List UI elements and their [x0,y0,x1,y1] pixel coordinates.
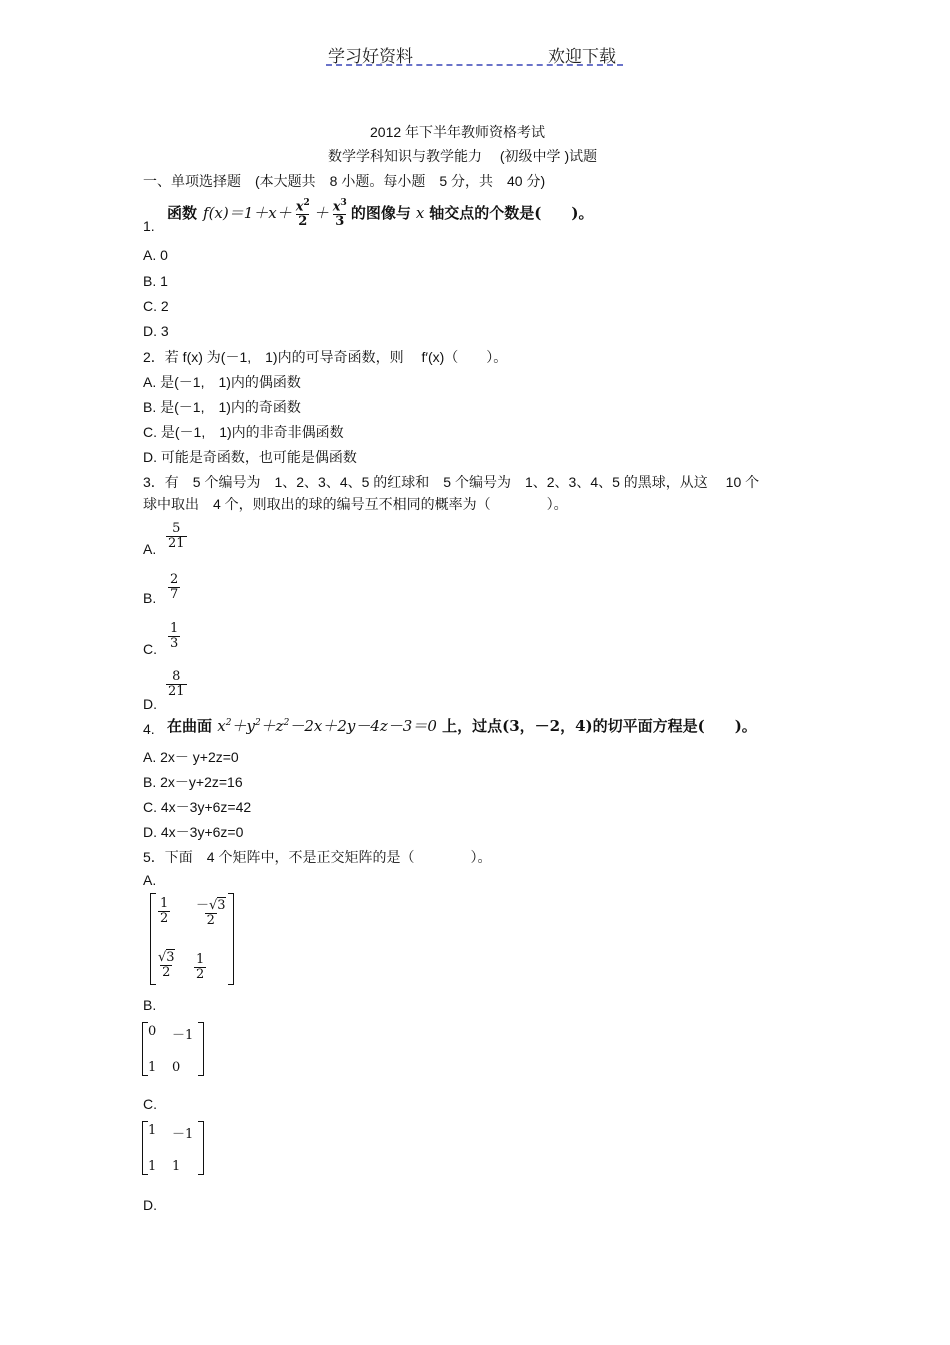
q3-option-a: A. [143,541,157,557]
q1-pre: 函数 [167,204,198,223]
q4-option-c: C. 4x－3y+6z=42 [143,799,252,815]
q4-option-d: D. 4x－3y+6z=0 [143,824,244,840]
q4-surface-eq: $x^2+y^2+z^2-2x+2y-4z-3=0$ [217,717,437,735]
matrix-bracket-right [198,1022,204,1076]
matrix-cell: －1 [172,1127,194,1142]
q3-frac-d: $\frac{8}{21}$ [168,669,185,699]
q5-option-d: D. [143,1197,157,1213]
matrix-cell: 1 [148,1123,157,1138]
q1-option-a: A. 0 [143,247,168,263]
q4-option-b: B. 2x－y+2z=16 [143,774,243,790]
matrix-cell: 1 [148,1060,157,1075]
q5-option-c: C. [143,1096,157,1112]
q4-stem-pre: 在曲面 [167,717,213,735]
q1-frac-1: $\frac{x^2}{2}$ [295,198,310,230]
q3-option-b: B. [143,590,157,606]
title-line-2: 数学学科知识与教学能力 (初级中学 )试题 [328,148,598,164]
q2-option-c: C. 是(－1, 1)内的非奇非偶函数 [143,424,344,440]
q1-option-c: C. 2 [143,298,169,314]
q5-option-b: B. [143,997,157,1013]
q1-number: 1. [143,218,155,234]
q4-stem-post: 上，过点(3，－2，4)的切平面方程是( )。 [442,717,757,735]
q5-matrix-c [142,1121,204,1175]
title-line-1: 2012 年下半年教师资格考试 [370,124,546,140]
q4-stem [167,715,757,736]
q2-option-d: D. 可能是奇函数，也可能是偶函数 [143,449,357,465]
matrix-cell: $\frac{√3}{2}$ [158,950,175,980]
q3-option-c: C. [143,641,157,657]
q5-matrix-b [142,1022,204,1076]
q2-stem: 2．若 f(x) 为(－1, 1)内的可导奇函数，则 f′(x)（ ）。 [143,349,508,365]
matrix-cell: 0 [148,1024,157,1039]
header-divider [326,64,623,66]
matrix-cell: $\frac{1}{2}$ [160,896,169,926]
q2-option-a: A. 是(－1, 1)内的偶函数 [143,374,301,390]
header-right: 欢迎下载 [548,47,616,66]
q2-option-b: B. 是(－1, 1)内的奇函数 [143,399,301,415]
q4-number: 4. [143,721,155,737]
q1-plus: ＋ [313,204,329,223]
q5-stem: 5．下面 4 个矩阵中，不是正交矩阵的是（ ）。 [143,849,492,865]
q1-option-d: D. 3 [143,323,169,339]
matrix-bracket-right [228,893,234,985]
matrix-cell: $\frac{1}{2}$ [196,952,205,982]
q3-frac-c: $\frac{1}{3}$ [170,621,179,651]
matrix-bracket-right [198,1121,204,1175]
matrix-cell: 1 [172,1159,181,1174]
q3-stem-line-1: 3．有 5 个编号为 1、2、3、4、5 的红球和 5 个编号为 1、2、3、4、5 的黑球，从这 10 个 [143,474,760,490]
q5-option-a: A. [143,872,157,888]
section-heading: 一、单项选择题 (本大题共 8 小题。每小题 5 分，共 40 分) [143,173,546,189]
q5-matrix-a [150,893,234,985]
matrix-cell: 0 [172,1060,181,1075]
q4-option-a: A. 2x－ y+2z=0 [143,749,239,765]
q3-frac-a: $\frac{5}{21}$ [168,521,185,551]
matrix-cell: 1 [148,1159,157,1174]
q1-tail: 轴交点的个数是( )。 [429,204,594,223]
matrix-cell: －1 [172,1028,194,1043]
header-left: 学习好资料 [328,47,413,66]
q1-option-b: B. 1 [143,273,168,289]
q3-option-d: D. [143,696,157,712]
q1-frac-2: $\frac{x^3}{3}$ [332,198,347,230]
matrix-cell: $\frac{-√3}{2}$ [196,898,226,928]
q3-stem-line-2: 球中取出 4 个，则取出的球的编号互不相同的概率为（ ）。 [143,496,568,512]
q1-suffix: 的图像与 [350,204,411,223]
q1-fx: f(x)＝1＋x＋ [203,204,292,223]
q1-stem [167,196,594,229]
q1-x: x [415,203,425,222]
q3-frac-b: $\frac{2}{7}$ [170,572,179,602]
